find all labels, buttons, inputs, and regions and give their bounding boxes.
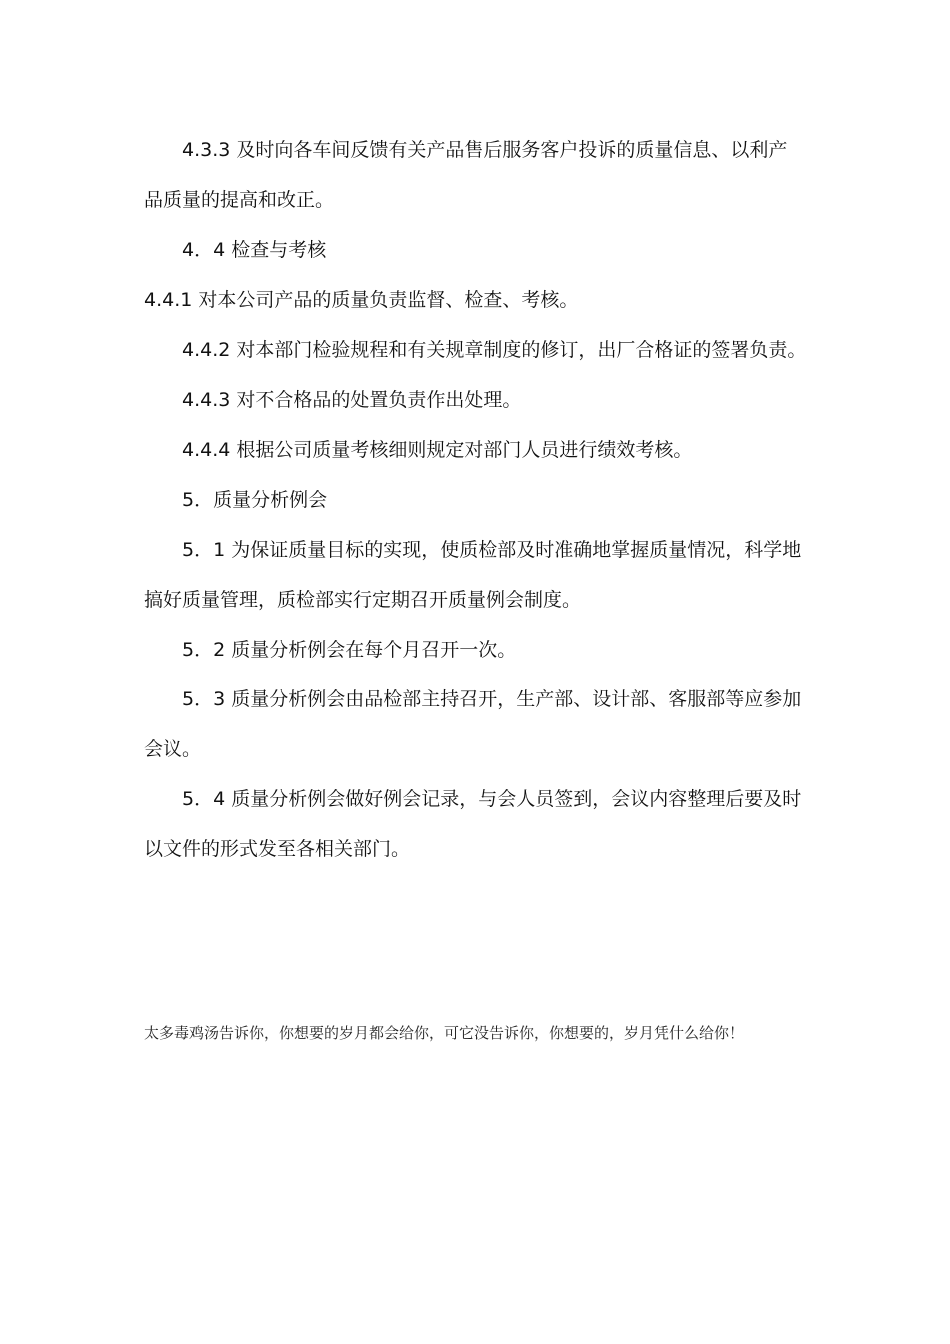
paragraph-4-4-3: 4.4.3 对不合格品的处置负责作出处理。 — [182, 389, 522, 411]
paragraph-5-2: 5．2 质量分析例会在每个月召开一次。 — [182, 639, 517, 661]
paragraph-5-3-line-1: 5．3 质量分析例会由品检部主持召开，生产部、设计部、客服部等应参加 — [182, 688, 802, 710]
paragraph-4-3-3-line-2: 品质量的提高和改正。 — [144, 189, 335, 211]
section-heading-5: 5．质量分析例会 — [182, 489, 328, 511]
paragraph-5-4-line-2: 以文件的形式发至各相关部门。 — [144, 838, 411, 860]
paragraph-4-4-2: 4.4.2 对本部门检验规程和有关规章制度的修订，出厂合格证的签署负责。 — [182, 339, 807, 361]
paragraph-4-3-3-line-1: 4.3.3 及时向各车间反馈有关产品售后服务客户投诉的质量信息、以利产 — [182, 139, 788, 161]
paragraph-5-3-line-2: 会议。 — [144, 738, 202, 760]
paragraph-5-1-line-1: 5．1 为保证质量目标的实现，使质检部及时准确地掌握质量情况，科学地 — [182, 539, 802, 561]
paragraph-4-4-1: 4.4.1 对本公司产品的质量负责监督、检查、考核。 — [144, 289, 579, 311]
paragraph-5-1-line-2: 搞好质量管理，质检部实行定期召开质量例会制度。 — [144, 589, 582, 611]
section-heading-4-4: 4．4 检查与考核 — [182, 239, 327, 261]
paragraph-4-4-4: 4.4.4 根据公司质量考核细则规定对部门人员进行绩效考核。 — [182, 439, 693, 461]
footer-quote: 太多毒鸡汤告诉你，你想要的岁月都会给你，可它没告诉你，你想要的，岁月凭什么给你！ — [144, 1024, 745, 1042]
paragraph-5-4-line-1: 5．4 质量分析例会做好例会记录，与会人员签到，会议内容整理后要及时 — [182, 788, 802, 810]
